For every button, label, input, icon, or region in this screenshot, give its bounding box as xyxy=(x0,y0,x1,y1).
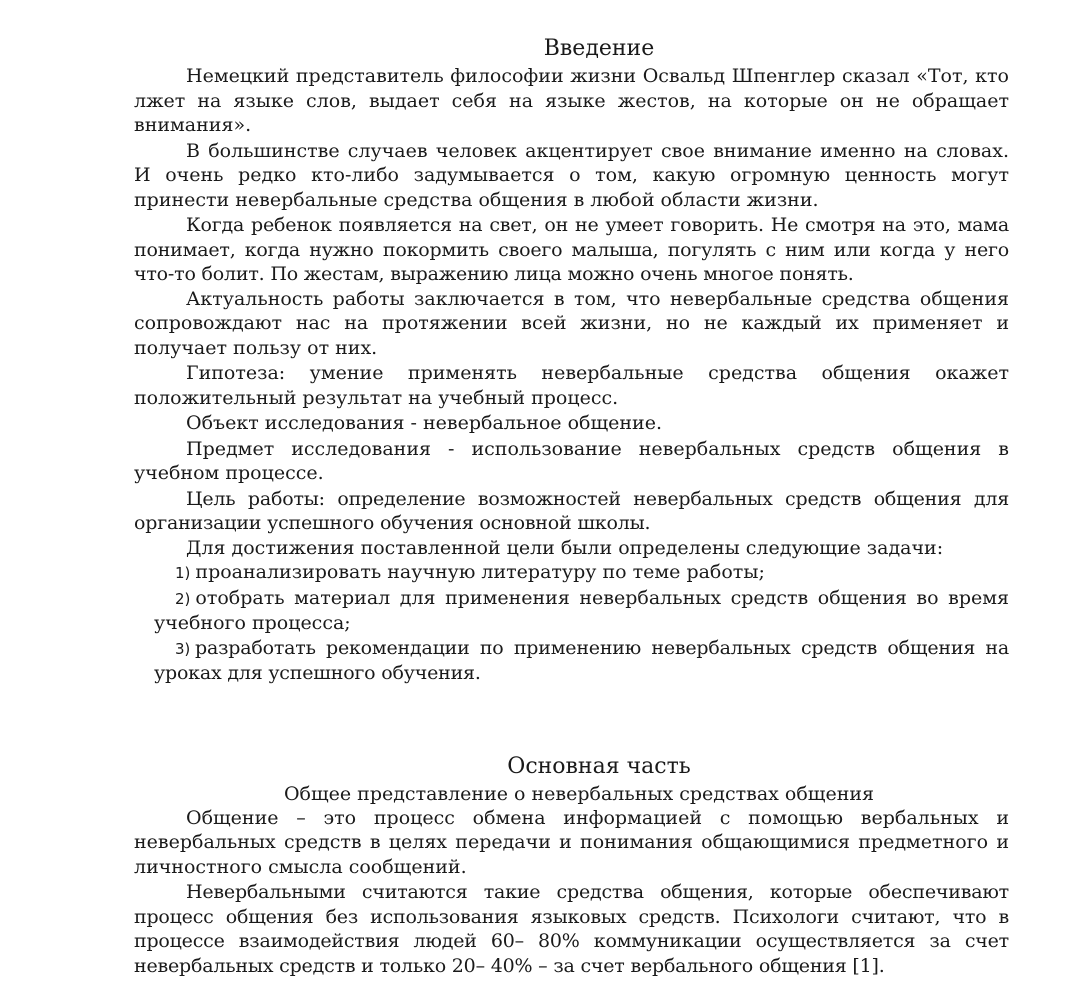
main-paragraph: Невербальными считаются такие средства общения, которые обеспечивают процесс общения без использования языковых средств. Психологи считают, что в процессе взаимодействия людей 60– 80% коммуникации осуществляется за счет невербальных средств и только 20– 40% – за счет вербального общения [1]. xyxy=(134,881,1009,977)
task-text: проанализировать научную литературу по теме работы; xyxy=(195,561,765,583)
task-text: разработать рекомендации по применению невербальных средств общения на уроках для успешного обучения. xyxy=(154,636,1009,684)
intro-paragraph: Гипотеза: умение применять невербальные средства общения окажет положительный результат на учебный процесс. xyxy=(134,362,1009,409)
tasks-intro-paragraph: Для достижения поставленной цели были определены следующие задачи: xyxy=(186,536,944,559)
intro-paragraph: Немецкий представитель философии жизни Освальд Шпенглер сказал «Тот, кто лжет на языке слов, выдает себя на языке жестов, на которые он не обращает внимания». xyxy=(134,65,1009,136)
task-number: 2) xyxy=(175,589,191,608)
task-item xyxy=(134,586,1009,636)
research-object-paragraph: Объект исследования - невербальное общение. xyxy=(186,412,662,434)
task-number: 1) xyxy=(175,564,191,582)
goal-paragraph: Цель работы: определение возможностей невербальных средств общения для организации успешного обучения основной школы. xyxy=(134,487,1009,534)
intro-paragraph: Когда ребенок появляется на свет, он не умеет говорить. Не смотря на это, мама понимает, когда нужно покормить своего малыша, погулять с ним или когда у него что-то болит. По жестам, выражению лица можно очень многое понять. xyxy=(134,214,1009,285)
main-paragraph: Общение – это процесс обмена информацией с помощью вербальных и невербальных средств в целях передачи и понимания общающимися предметного и личностного смысла сообщений. xyxy=(134,806,1009,878)
intro-paragraph: В большинстве случаев человек акцентирует свое внимание именно на словах. И очень редко кто-либо задумывается о том, какую огромную ценность могут принести невербальные средства общения в любой области жизни. xyxy=(134,139,1009,211)
research-subject-paragraph: Предмет исследования - использование невербальных средств общения в учебном процессе. xyxy=(134,437,1009,484)
task-item xyxy=(134,560,1009,586)
section-title-main-part: Основная часть xyxy=(507,753,691,779)
task-number: 3) xyxy=(175,639,190,658)
task-item xyxy=(134,636,1009,686)
section-spacer xyxy=(134,686,1009,752)
tasks-list xyxy=(134,560,1009,686)
intro-paragraph: Актуальность работы заключается в том, что невербальные средства общения сопровождают нас на протяжении всей жизни, но не каждый их применяет и получает пользу от них. xyxy=(134,287,1009,359)
document-page xyxy=(134,34,1009,978)
task-text: отобрать материал для применения невербальных средств общения во время учебного процесса; xyxy=(154,586,1009,634)
section-title-introduction: Введение xyxy=(543,36,655,61)
subsection-title: Общее представление о невербальных средствах общения xyxy=(283,782,875,805)
